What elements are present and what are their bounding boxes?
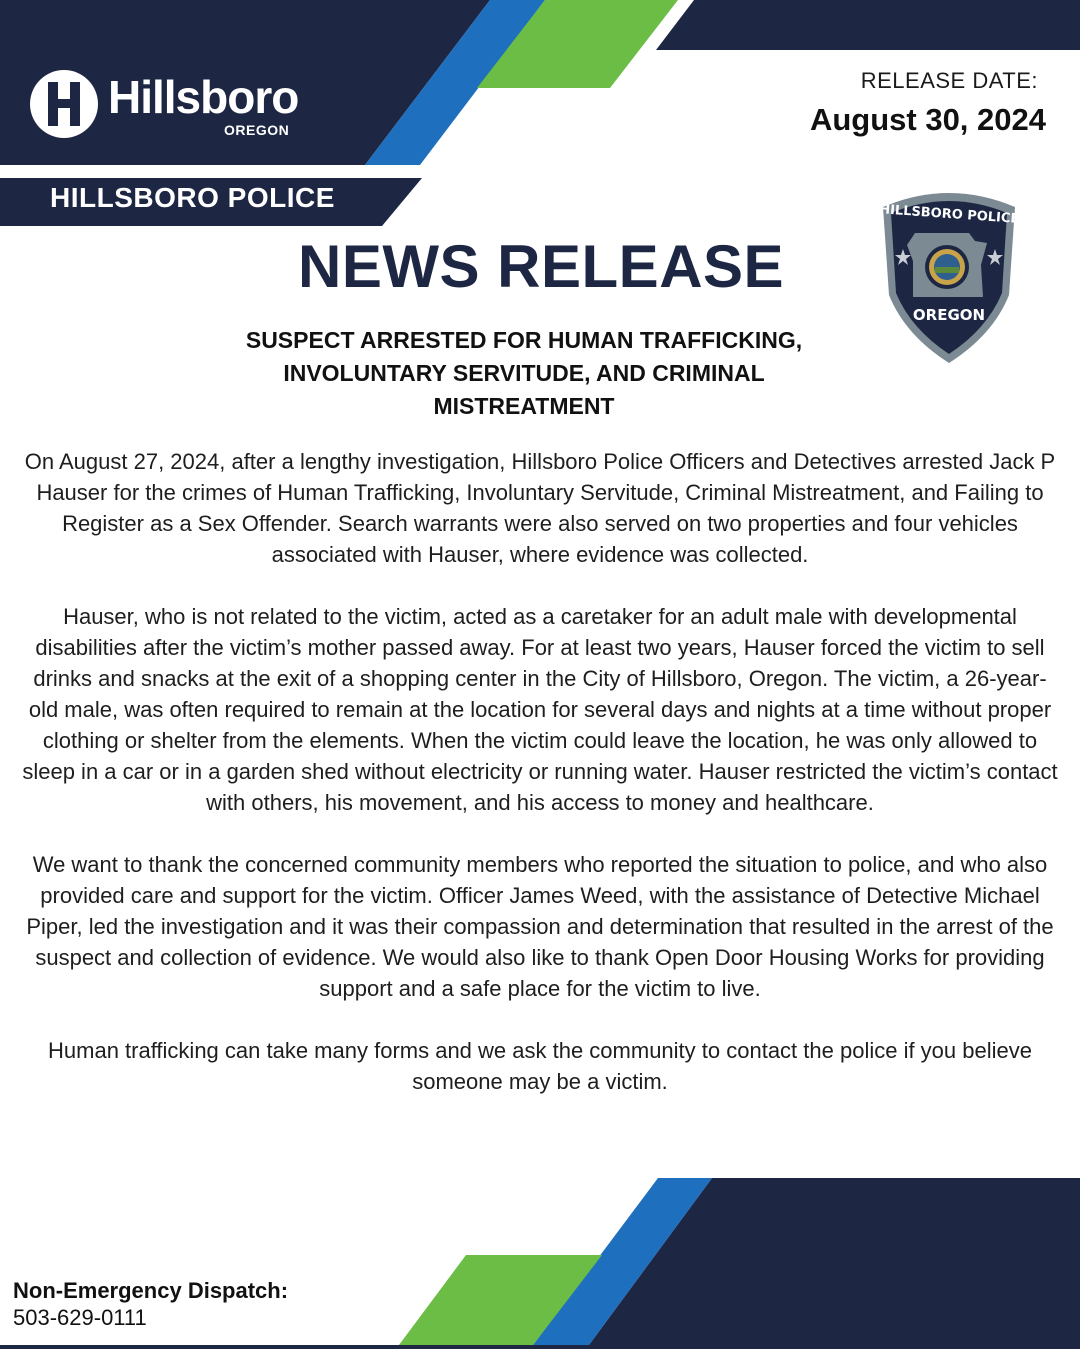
dispatch-phone: 503-629-0111	[13, 1305, 147, 1330]
paragraph-4: Human trafficking can take many forms and we ask the community to contact the police if you believe someone may be a victim.	[48, 1038, 1032, 1094]
paragraph-3: We want to thank the concerned community members who reported the situation to police, and who also provided care and support for the victim. Officer James Weed, with the assistance of Detective Michael Piper, led the investigation and it was their compassion and determination that resulted in the arrest of the suspect and collection of evidence. We would also like to thank Open Door Housing Works for providing support and a safe place for the victim to live.	[26, 852, 1054, 1001]
release-body	[20, 446, 1060, 1128]
header-right-navy	[656, 0, 1080, 50]
dispatch-label: Non-Emergency Dispatch:	[13, 1278, 289, 1303]
release-date: August 30, 2024	[809, 102, 1046, 137]
logo-subtext: OREGON	[224, 122, 290, 138]
police-badge-icon	[877, 185, 1021, 365]
headline: SUSPECT ARRESTED FOR HUMAN TRAFFICKING, INVOLUNTARY SERVITUDE, AND CRIMINAL MISTREATMENT	[245, 327, 803, 419]
logo-wordmark: Hillsboro	[108, 71, 299, 123]
badge-bottom-text: OREGON	[912, 306, 986, 324]
department-name: HILLSBORO POLICE	[50, 182, 335, 213]
badge-top-text: HILLSBORO POLICE	[878, 202, 1020, 227]
hillsboro-logo	[28, 66, 328, 146]
release-date-label: RELEASE DATE:	[860, 68, 1038, 93]
hillsboro-h-icon	[28, 68, 100, 140]
paragraph-1: On August 27, 2024, after a lengthy investigation, Hillsboro Police Officers and Detectives arrested Jack P Hauser for the crimes of Human Trafficking, Involuntary Servitude, Criminal Mistreatment, and Failing to Register as a Sex Offender. Search warrants were also served on two properties and four vehicles associated with Hauser, where evidence was collected.	[24, 449, 1056, 567]
paragraph-2: Hauser, who is not related to the victim, acted as a caretaker for an adult male with developmental disabilities after the victim’s mother passed away. For at least two years, Hauser forced the victim to sell drinks and snacks at the exit of a shopping center in the City of Hillsboro, Oregon. The victim, a 26-year-old male, was often required to remain at the location for several days and nights at a time without proper clothing or shelter from the elements. When the victim could leave the location, he was only allowed to sleep in a car or in a garden shed without electricity or running water. Hauser restricted the victim’s contact with others, his movement, and his access to money and healthcare.	[22, 604, 1058, 815]
footer-line	[0, 1345, 1080, 1349]
page-title: NEWS RELEASE	[298, 233, 785, 300]
